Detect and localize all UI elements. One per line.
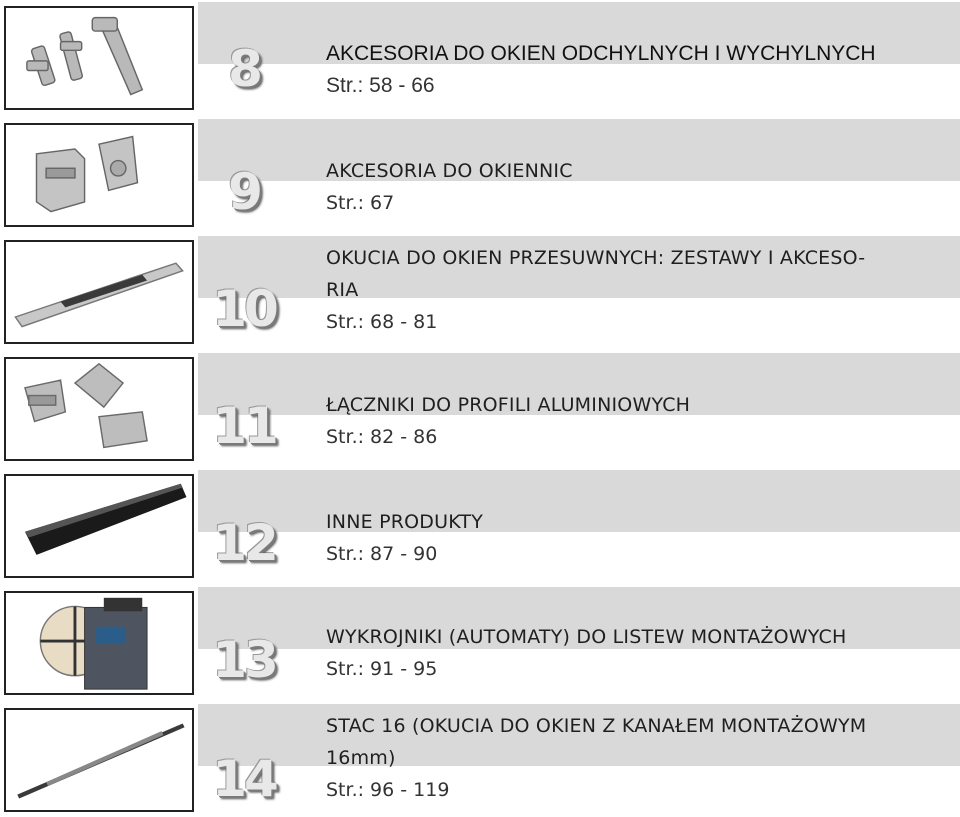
section-number: 12	[212, 514, 276, 572]
window-handles-icon	[4, 6, 194, 110]
section-title-line-2[interactable]: 16mm)	[326, 747, 396, 769]
shutter-fittings-icon	[4, 123, 194, 227]
section-title-line-1[interactable]: STAC 16 (OKUCIA DO OKIEN Z KANAŁEM MONTAŻOWYM	[326, 715, 867, 737]
section-row-10[interactable]	[0, 234, 960, 342]
profile-connectors-icon	[4, 357, 194, 461]
section-title[interactable]: INNE PRODUKTY	[326, 511, 484, 533]
section-title[interactable]: ŁĄCZNIKI DO PROFILI ALUMINIOWYCH	[326, 394, 691, 416]
section-row-11[interactable]	[0, 351, 960, 459]
section-number: 9	[228, 163, 260, 221]
section-number: 10	[212, 280, 276, 338]
section-pages: Str.: 68 - 81	[326, 311, 438, 333]
section-title-line-2[interactable]: RIA	[326, 279, 359, 301]
punching-machine-icon	[4, 591, 194, 695]
section-number: 8	[228, 40, 260, 98]
section-pages: Str.: 67	[326, 192, 395, 214]
sliding-handle-icon	[4, 240, 194, 344]
section-title-line-1[interactable]: OKUCIA DO OKIEN PRZESUWNYCH: ZESTAWY I AKCESO-	[326, 247, 866, 269]
rubber-strip-icon	[4, 474, 194, 578]
section-title[interactable]: WYKROJNIKI (AUTOMATY) DO LISTEW MONTAŻOWYCH	[326, 626, 847, 648]
section-pages: Str.: 96 - 119	[326, 779, 450, 801]
section-row-13[interactable]	[0, 585, 960, 693]
section-row-8[interactable]	[0, 0, 960, 108]
section-number: 14	[212, 750, 276, 808]
section-number: 13	[212, 631, 276, 689]
section-row-14[interactable]	[0, 702, 960, 810]
section-number: 11	[212, 397, 276, 455]
stac-rail-icon	[4, 708, 194, 812]
section-pages: Str.: 91 - 95	[326, 658, 438, 680]
section-title[interactable]: AKCESORIA DO OKIENNIC	[326, 160, 573, 182]
section-pages: Str.: 58 - 66	[326, 74, 435, 97]
section-row-9[interactable]	[0, 117, 960, 225]
section-row-12[interactable]	[0, 468, 960, 576]
section-pages: Str.: 87 - 90	[326, 543, 438, 565]
section-title[interactable]: AKCESORIA DO OKIEN ODCHYLNYCH I WYCHYLNYCH	[326, 42, 876, 65]
section-pages: Str.: 82 - 86	[326, 426, 438, 448]
